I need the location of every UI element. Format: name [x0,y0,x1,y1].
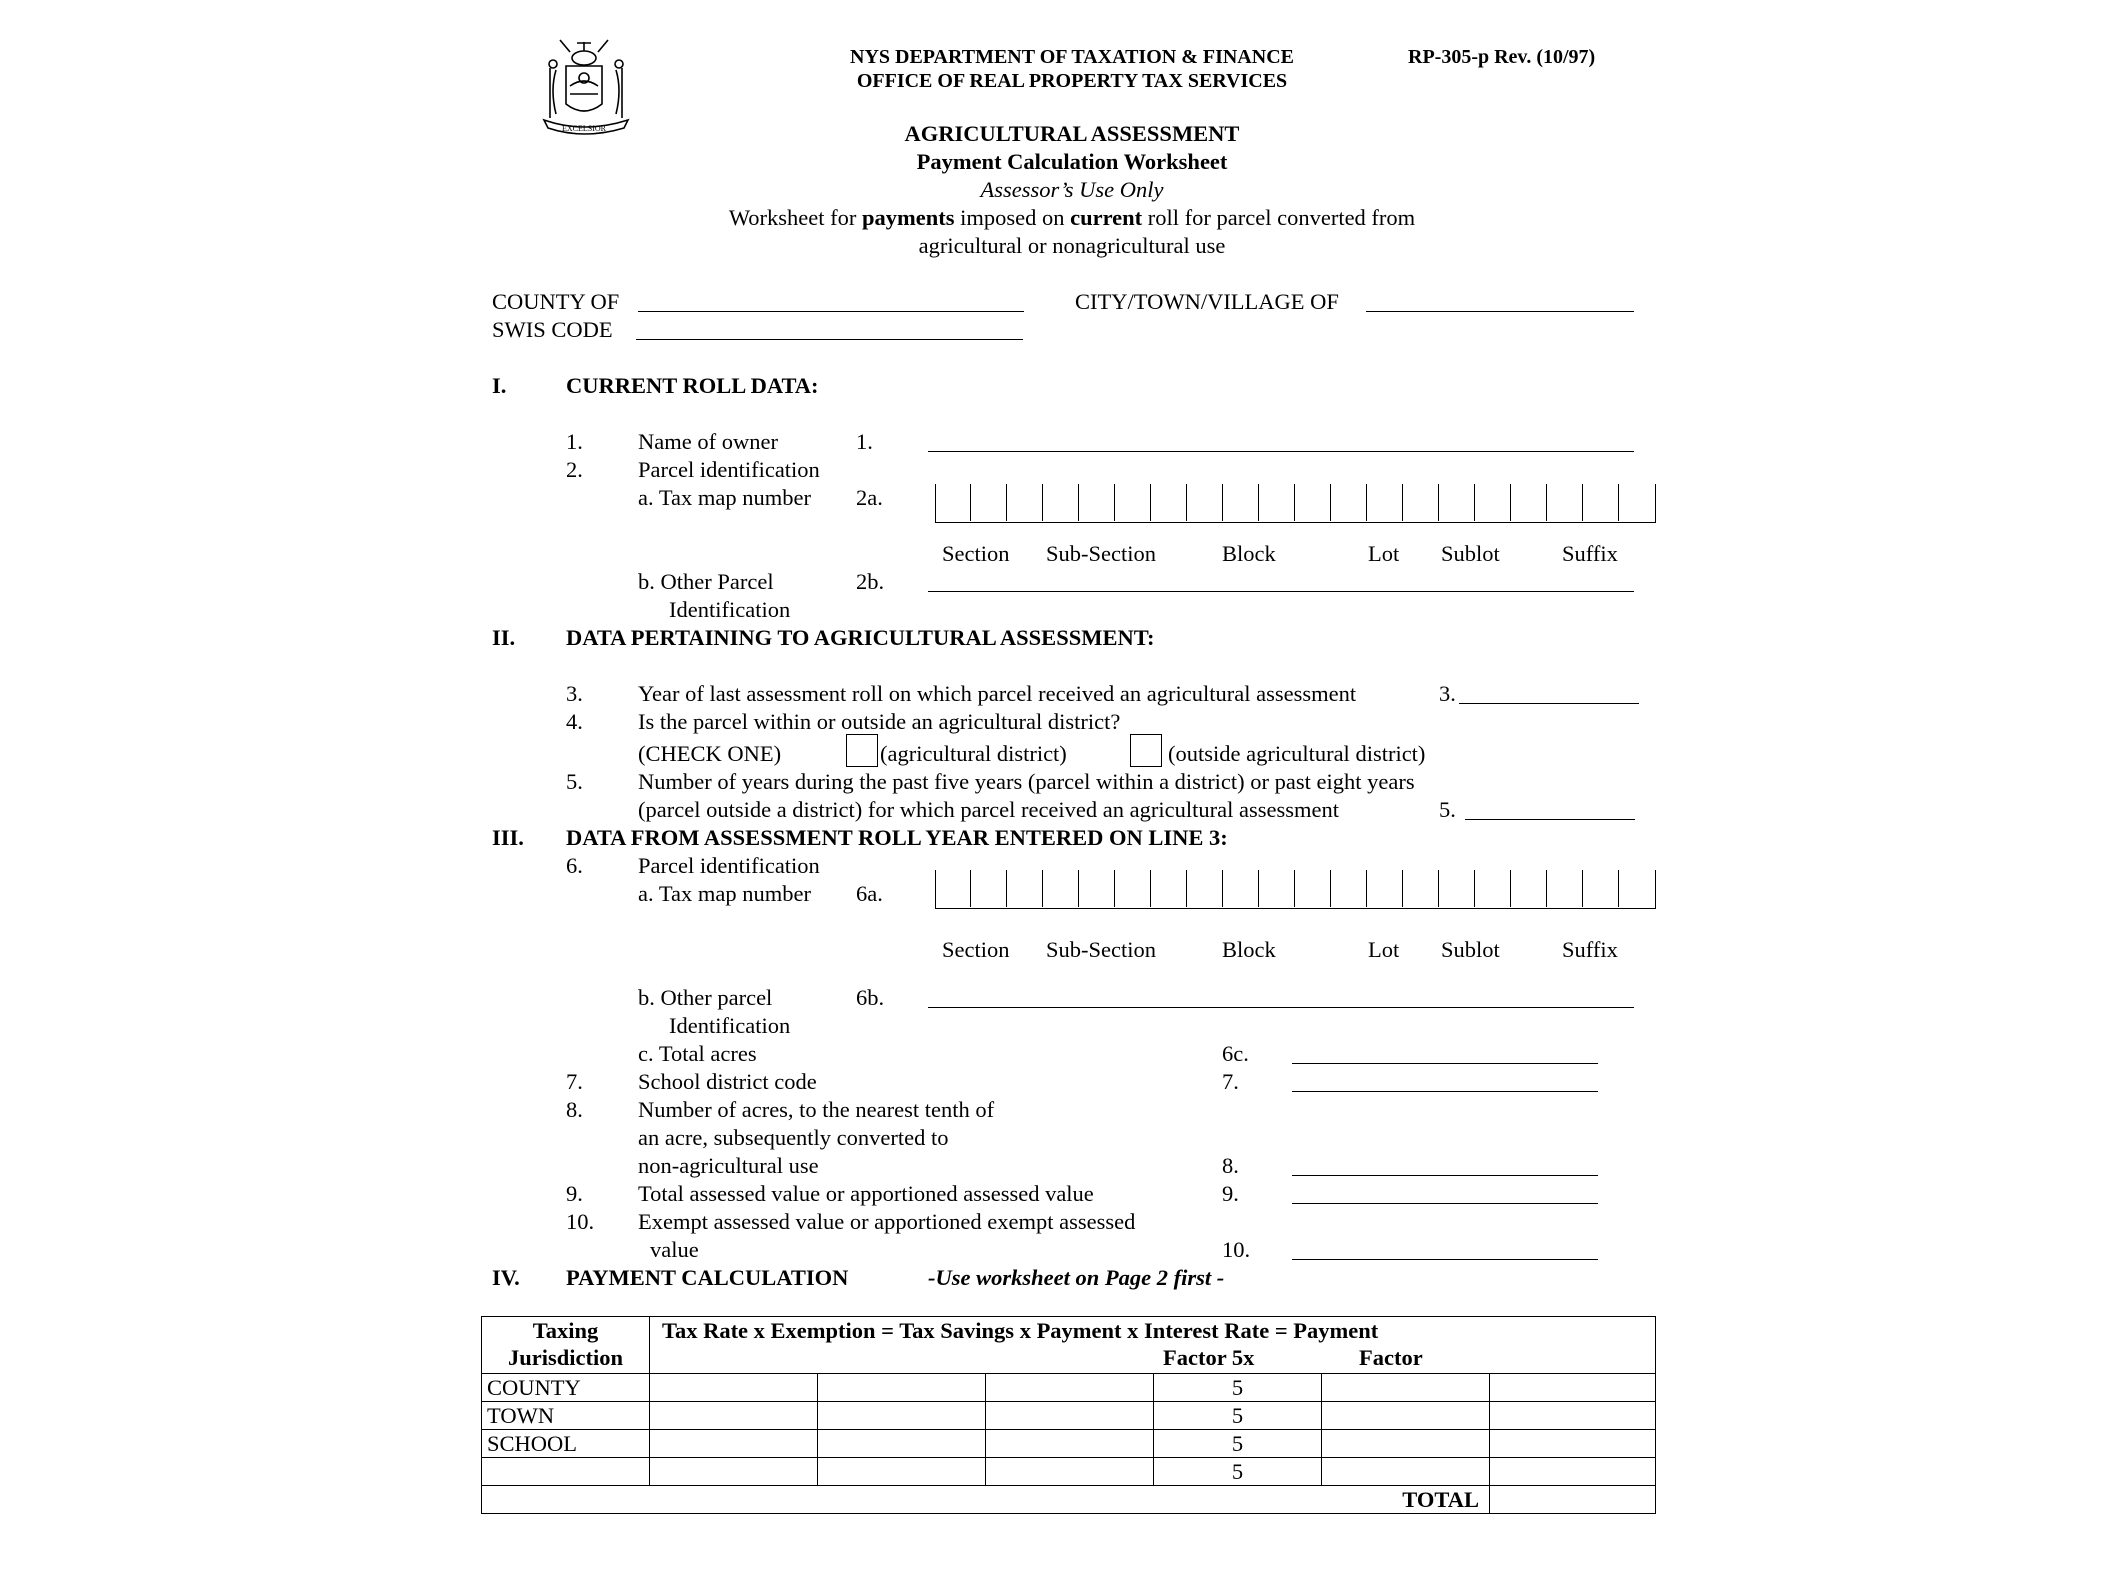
line-3-label: Year of last assessment roll on which parcel received an agricultural assessment [638,681,1357,706]
line-5-ref: 5. [1439,797,1456,822]
department-name: NYS DEPARTMENT OF TAXATION & FINANCE [850,46,1294,68]
section-2-number: II. [492,625,516,650]
tax-rate-cell[interactable] [650,1458,818,1486]
line-6b-label: b. Other parcel [638,985,773,1010]
section-4-title: PAYMENT CALCULATION [566,1265,849,1290]
total-acres-field[interactable] [1292,1063,1598,1064]
line-7-number: 7. [566,1069,583,1094]
line-10-ref: 10. [1222,1237,1251,1262]
worksheet-description: Worksheet for payments imposed on current roll for parcel converted from [728,205,1416,230]
col-suffix-2a: Suffix [1562,541,1618,566]
nys-seal-logo [530,30,638,138]
line-5-number: 5. [566,769,583,794]
line-7-label: School district code [638,1069,817,1094]
jurisdiction-cell[interactable] [482,1458,650,1486]
exemption-cell[interactable] [818,1458,986,1486]
exempt-assessed-value-field[interactable] [1292,1259,1598,1260]
interest-rate-cell[interactable] [1322,1458,1490,1486]
line-8-ref: 8. [1222,1153,1239,1178]
county-label: COUNTY OF [492,289,620,314]
line-4-label: Is the parcel within or outside an agricultural district? [638,709,1121,734]
years-ag-assessment-field[interactable] [1465,819,1635,820]
col-block-2a: Block [1222,541,1276,566]
col-section-6a: Section [942,937,1010,962]
tax-rate-cell[interactable] [650,1430,818,1458]
col-sublot-2a: Sublot [1441,541,1500,566]
tax-rate-cell[interactable] [650,1374,818,1402]
line-10-number: 10. [566,1209,595,1234]
form-title: AGRICULTURAL ASSESSMENT [904,121,1240,146]
section-4-note: -Use worksheet on Page 2 first - [928,1265,1225,1290]
payment-factor-cell: 5 [1154,1374,1322,1402]
jurisdiction-cell: COUNTY [482,1374,650,1402]
line-4-number: 4. [566,709,583,734]
line-2b-ref: 2b. [856,569,885,594]
col-block-6a: Block [1222,937,1276,962]
interest-rate-cell[interactable] [1322,1402,1490,1430]
table-row [482,1402,1656,1430]
section-3-title: DATA FROM ASSESSMENT ROLL YEAR ENTERED ON LINE 3: [566,825,1228,850]
col-subsection-6a: Sub-Section [1046,937,1156,962]
line-9-ref: 9. [1222,1181,1239,1206]
swis-code-label: SWIS CODE [492,317,613,342]
line-10-label-2: value [650,1237,699,1262]
line-1-label: Name of owner [638,429,778,454]
line-8-label-3: non-agricultural use [638,1153,819,1178]
total-assessed-value-field[interactable] [1292,1203,1598,1204]
line-6c-ref: 6c. [1222,1041,1249,1066]
other-parcel-id-field-6b[interactable] [928,1007,1634,1008]
line-8-label-2: an acre, subsequently converted to [638,1125,949,1150]
line-9-label: Total assessed value or apportioned assessed value [638,1181,1094,1206]
section-1-title: CURRENT ROLL DATA: [566,373,819,398]
tax-savings-cell[interactable] [986,1402,1154,1430]
col-sublot-6a: Sublot [1441,937,1500,962]
tax-rate-cell[interactable] [650,1402,818,1430]
other-parcel-id-field-2b[interactable] [928,591,1634,592]
total-label: TOTAL [482,1486,1490,1514]
line-2a-label: a. Tax map number [638,485,811,510]
line-8-label: Number of acres, to the nearest tenth of [638,1097,995,1122]
svg-text:EXCELSIOR: EXCELSIOR [562,124,606,133]
payment-calculation-table [481,1316,1656,1514]
exemption-cell[interactable] [818,1430,986,1458]
col-subsection-2a: Sub-Section [1046,541,1156,566]
last-ag-assessment-year-field[interactable] [1459,703,1639,704]
table-header-row [482,1317,1656,1374]
header-taxing-jurisdiction: Taxing Jurisdiction [482,1317,650,1374]
line-3-ref: 3. [1439,681,1456,706]
check-one-label: (CHECK ONE) [638,741,782,766]
tax-savings-cell[interactable] [986,1374,1154,1402]
owner-name-field[interactable] [928,451,1634,452]
line-8-number: 8. [566,1097,583,1122]
col-suffix-6a: Suffix [1562,937,1618,962]
outside-district-checkbox[interactable] [1130,734,1162,767]
section-3-number: III. [492,825,524,850]
interest-rate-cell[interactable] [1322,1430,1490,1458]
worksheet-description-line2: agricultural or nonagricultural use [918,233,1226,258]
line-6b-label-2: Identification [669,1013,791,1038]
line-5-label-2: (parcel outside a district) for which parcel received an agricultural assessment [638,797,1339,822]
section-1-number: I. [492,373,507,398]
total-payment-cell[interactable] [1490,1486,1656,1514]
line-2a-ref: 2a. [856,485,883,510]
line-1-ref: 1. [856,429,873,454]
line-6c-label: c. Total acres [638,1041,757,1066]
tax-savings-cell[interactable] [986,1458,1154,1486]
table-row [482,1374,1656,1402]
form-subtitle: Payment Calculation Worksheet [916,149,1228,174]
exemption-cell[interactable] [818,1374,986,1402]
office-name: OFFICE OF REAL PROPERTY TAX SERVICES [856,70,1288,92]
payment-cell[interactable] [1490,1458,1656,1486]
line-2-label: Parcel identification [638,457,820,482]
line-2b-label-2: Identification [669,597,791,622]
payment-factor-cell: 5 [1154,1402,1322,1430]
payment-cell[interactable] [1490,1430,1656,1458]
county-field[interactable] [638,311,1024,312]
line-6b-ref: 6b. [856,985,885,1010]
jurisdiction-cell: TOWN [482,1402,650,1430]
jurisdiction-cell: SCHOOL [482,1430,650,1458]
payment-cell[interactable] [1490,1374,1656,1402]
line-10-label: Exempt assessed value or apportioned exempt assessed [638,1209,1136,1234]
line-2b-label: b. Other Parcel [638,569,774,594]
line-6-label: Parcel identification [638,853,820,878]
section-4-number: IV. [492,1265,520,1290]
school-district-code-field[interactable] [1292,1091,1598,1092]
tax-map-number-grid-2a[interactable] [935,484,1656,523]
line-3-number: 3. [566,681,583,706]
form-number: RP-305-p Rev. (10/97) [1408,46,1596,68]
line-6-number: 6. [566,853,583,878]
city-town-village-field[interactable] [1366,311,1634,312]
agricultural-district-checkbox[interactable] [846,734,878,767]
interest-rate-cell[interactable] [1322,1374,1490,1402]
outside-district-label: (outside agricultural district) [1168,741,1426,766]
section-2-title: DATA PERTAINING TO AGRICULTURAL ASSESSMENT: [566,625,1155,650]
line-6a-label: a. Tax map number [638,881,811,906]
line-5-label: Number of years during the past five years (parcel within a district) or past eight years [638,769,1415,794]
line-1-number: 1. [566,429,583,454]
header-formula: Tax Rate x Exemption = Tax Savings x Payment x Interest Rate = Payment Factor 5x Factor [650,1317,1656,1374]
total-row [482,1486,1656,1514]
payment-factor-cell: 5 [1154,1458,1322,1486]
col-lot-2a: Lot [1368,541,1400,566]
payment-factor-cell: 5 [1154,1430,1322,1458]
agricultural-district-label: (agricultural district) [880,741,1067,766]
converted-acres-field[interactable] [1292,1175,1598,1176]
line-2-number: 2. [566,457,583,482]
assessor-use-note: Assessor’s Use Only [980,177,1164,202]
city-town-village-label: CITY/TOWN/VILLAGE OF [1075,289,1339,314]
line-6a-ref: 6a. [856,881,883,906]
payment-cell[interactable] [1490,1402,1656,1430]
line-9-number: 9. [566,1181,583,1206]
table-row [482,1458,1656,1486]
col-section-2a: Section [942,541,1010,566]
tax-map-number-grid-6a[interactable] [935,870,1656,909]
table-row [482,1430,1656,1458]
line-7-ref: 7. [1222,1069,1239,1094]
swis-code-field[interactable] [636,339,1023,340]
col-lot-6a: Lot [1368,937,1400,962]
exemption-cell[interactable] [818,1402,986,1430]
tax-savings-cell[interactable] [986,1430,1154,1458]
